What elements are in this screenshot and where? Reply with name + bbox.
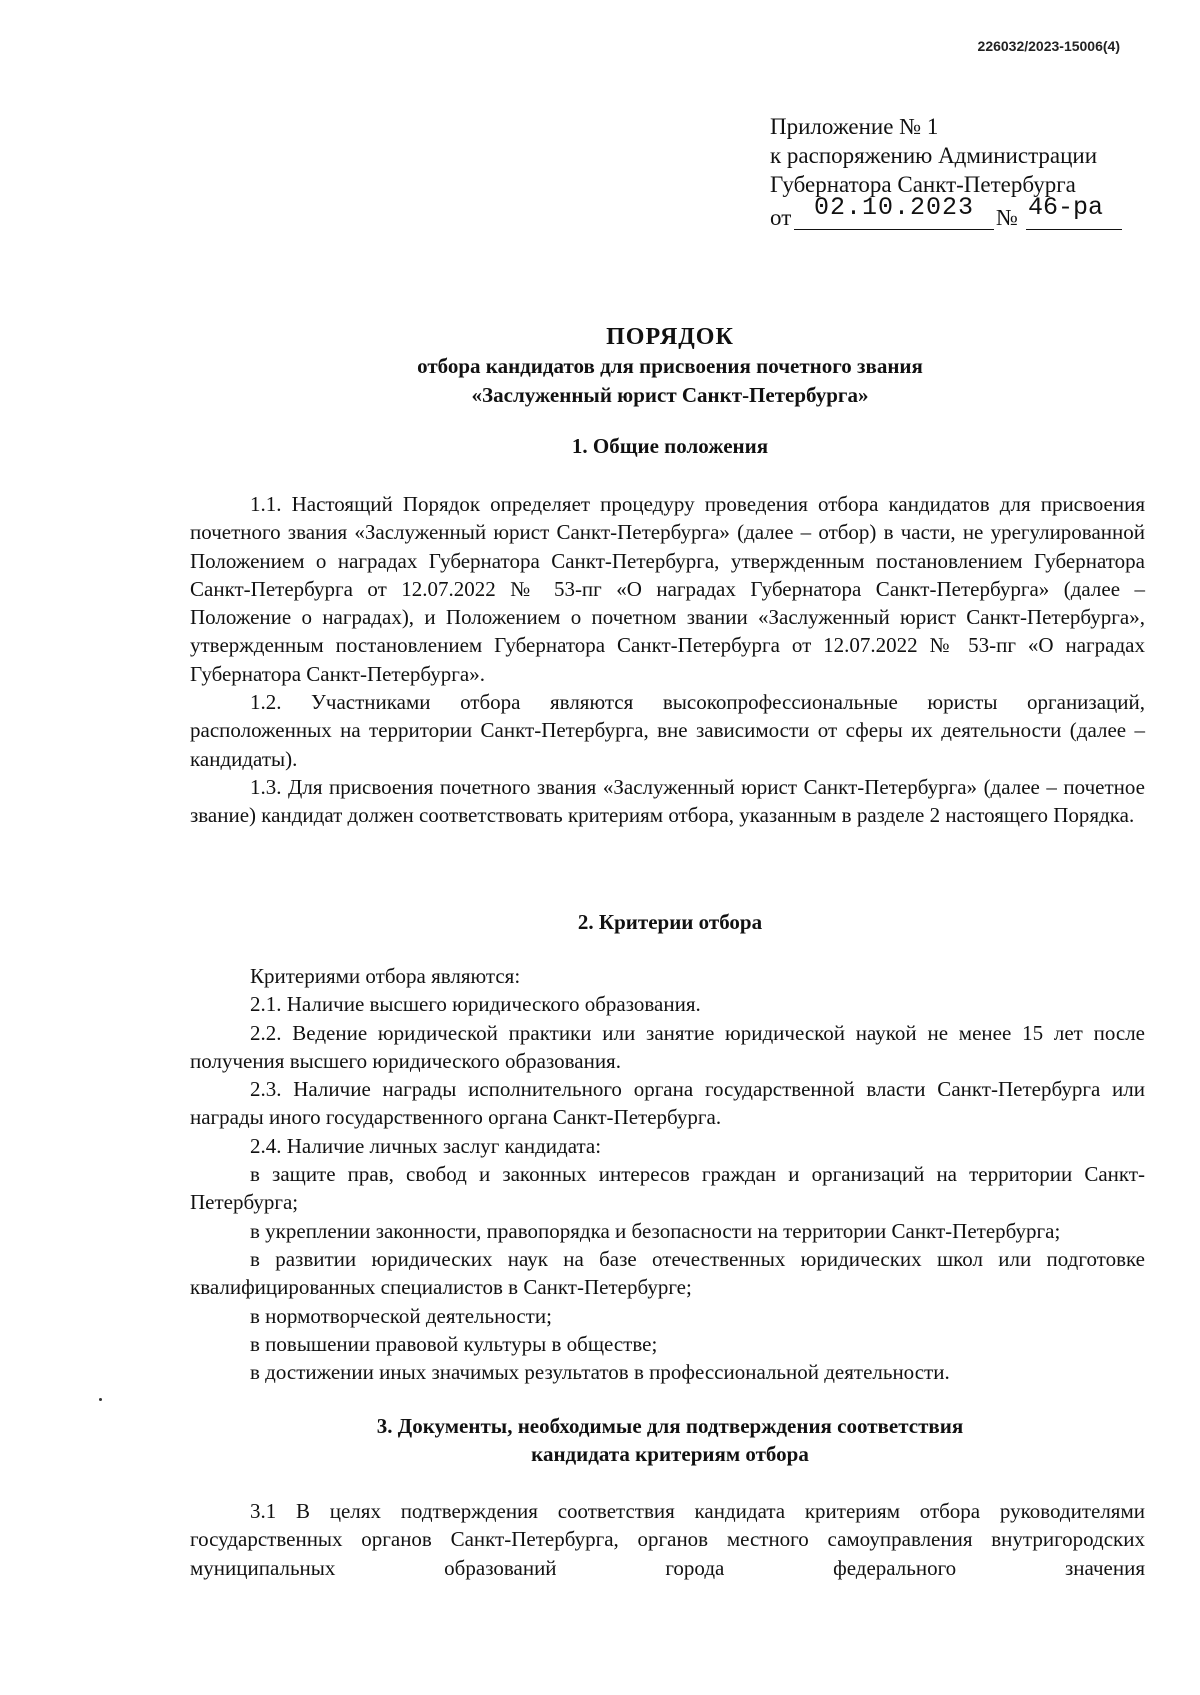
merit-item: в повышении правовой культуры в обществе; [250,1331,658,1356]
document-id: 226032/2023-15006(4) [977,38,1120,54]
title-main: ПОРЯДОК [606,324,734,350]
merit-item: в нормотворческой деятельности; [250,1303,552,1328]
title-sub: отбора кандидатов для присвоения почетного звания [417,354,923,378]
date-value: 02.10.2023 [814,193,975,222]
paragraph-3-1: 3.1 В целях подтверждения соответствия кандидата критериям отбора руководителями государственных органов Санкт-Петербурга, органов местного самоуправления внутригородских муниципальных образований города федерального значения [190,1499,1145,1580]
document-title [190,322,1150,410]
section-3-body [190,1497,1145,1582]
section-3-heading [190,1412,1150,1468]
number-field [1026,193,1122,230]
annex-line: Губернатора Санкт-Петербурга [770,172,1076,197]
criterion-2-3: 2.3. Наличие награды исполнительного органа государственной власти Санкт-Петербурга или награды иного государственного органа Санкт-Петербурга. [190,1077,1145,1130]
section-3-heading-line: кандидата критериям отбора [531,1442,809,1466]
title-sub: «Заслуженный юрист Санкт-Петербурга» [471,383,869,407]
section-1-heading: 1. Общие положения [571,434,769,458]
criterion-2-1: 2.1. Наличие высшего юридического образования. [250,992,701,1017]
date-prefix: от [770,205,792,230]
merit-item: в достижении иных значимых результатов в профессиональной деятельности. [250,1360,950,1385]
annex-line: к распоряжению Администрации [770,143,1098,168]
merit-item: в защите прав, свобод и законных интересов граждан и организаций на территории Санкт-Петербурга; [190,1162,1145,1215]
section-3-heading-line: 3. Документы, необходимые для подтверждения соответствия [376,1414,964,1438]
section-2-heading: 2. Критерии отбора [577,910,763,934]
scan-dot [99,1398,102,1401]
criterion-2-4: 2.4. Наличие личных заслуг кандидата: [250,1133,602,1158]
annex-line: Приложение № 1 [770,114,939,139]
merit-item: в развитии юридических наук на базе отечественных юридических школ или подготовке квалифицированных специалистов в Санкт-Петербурге; [190,1246,1145,1300]
criterion-2-2: 2.2. Ведение юридической практики или занятие юридической наукой не менее 15 лет после получения высшего юридического образования. [190,1020,1145,1073]
number-value: 46-ра [1028,193,1104,222]
merit-item: в укреплении законности, правопорядка и безопасности на территории Санкт-Петербурга; [250,1218,1061,1243]
number-sign: № [996,205,1018,230]
paragraph-1-2: 1.2. Участниками отбора являются высокопрофессиональные юристы организаций, расположенных на территории Санкт-Петербурга, вне зависимости от сферы их деятельности (далее – кандидаты). [190,690,1145,771]
section-1-body [190,490,1145,830]
section-2-body [190,962,1145,1386]
date-field [794,193,994,230]
criteria-intro: Критериями отбора являются: [250,964,521,988]
paragraph-1-3: 1.3. Для присвоения почетного звания «Заслуженный юрист Санкт-Петербурга» (далее – почетное звание) кандидат должен соответствовать критериям отбора, указанным в разделе 2 настоящего Порядка. [190,774,1145,828]
annex-date-line [770,193,1130,231]
paragraph-1-1: 1.1. Настоящий Порядок определяет процедуру проведения отбора кандидатов для присвоения почетного звания «Заслуженный юрист Санкт-Петербурга» (далее – отбор) в части, не урегулированной Положением о наградах Губернатора Санкт-Петербурга, утвержденным постановлением Губернатора Санкт-Петербурга от 12.07.2022 № 53-пг «О наградах Губернатора Санкт-Петербурга» (далее – Положение о наградах), и Положением о почетном звании «Заслуженный юрист Санкт-Петербурга», утвержденным постановлением Губернатора Санкт-Петербурга от 12.07.2022 № 53-пг «О наградах Губернатора Санкт-Петербурга». [190,492,1145,686]
annex-block [770,112,1130,231]
